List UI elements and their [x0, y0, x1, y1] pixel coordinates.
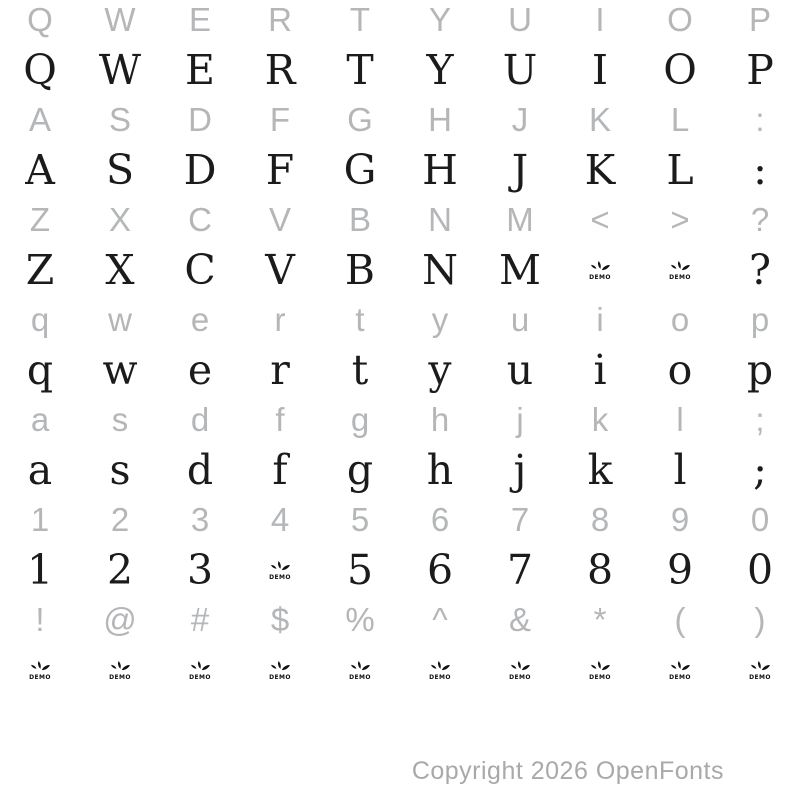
glyph-cell: H: [428, 101, 452, 138]
glyph-cell: 3: [186, 546, 214, 594]
glyph-cell: E: [185, 46, 215, 94]
glyph-cell: f: [275, 401, 285, 438]
glyph-cell: @: [103, 601, 137, 638]
demo-glyph: [640, 640, 720, 700]
glyph-cell: %: [345, 601, 375, 638]
glyph-pair-4: [0, 300, 800, 400]
demo-glyph: [160, 640, 240, 700]
glyph-row-black-7: [0, 640, 800, 700]
glyph-cell: C: [188, 201, 212, 238]
glyph-cell: W: [98, 46, 142, 94]
glyph-cell: q: [30, 301, 50, 338]
glyph-cell: Z: [25, 246, 55, 294]
glyph-cell: 2: [110, 501, 130, 538]
glyph-cell: J: [511, 101, 529, 138]
glyph-cell: P: [748, 1, 771, 38]
glyph-cell: s: [109, 446, 131, 494]
glyph-cell: ?: [749, 246, 771, 294]
demo-label: DEMO: [269, 674, 291, 681]
glyph-cell: 0: [750, 501, 770, 538]
glyph-row-gray-7: [0, 600, 800, 640]
glyph-cell: ;: [753, 446, 767, 494]
glyph-cell: A: [28, 101, 51, 138]
glyph-cell: P: [746, 46, 774, 94]
glyph-cell: F: [269, 101, 291, 138]
glyph-cell: k: [587, 446, 613, 494]
glyph-cell: T: [349, 1, 371, 38]
glyph-cell: S: [108, 101, 131, 138]
glyph-pair-3: [0, 200, 800, 300]
glyph-cell: I: [595, 1, 605, 38]
demo-glyph: [480, 640, 560, 700]
fleuron-leaves-icon: [589, 659, 611, 674]
glyph-cell: r: [270, 346, 290, 394]
glyph-cell: V: [265, 246, 295, 294]
glyph-cell: >: [670, 201, 690, 238]
glyph-cell: 5: [350, 501, 370, 538]
fleuron-leaves-icon: [29, 659, 51, 674]
glyph-cell: l: [673, 446, 687, 494]
demo-glyph: [320, 640, 400, 700]
glyph-pair-6: [0, 500, 800, 600]
glyph-cell: O: [663, 46, 697, 94]
demo-label: DEMO: [29, 674, 51, 681]
glyph-cell: ;: [755, 401, 765, 438]
glyph-cell: p: [750, 301, 770, 338]
glyph-cell: #: [190, 601, 210, 638]
glyph-cell: w: [102, 346, 138, 394]
glyph-cell: L: [670, 101, 690, 138]
glyph-cell: !: [35, 601, 45, 638]
glyph-cell: H: [422, 146, 458, 194]
glyph-cell: 8: [590, 501, 610, 538]
demo-label: DEMO: [749, 674, 771, 681]
glyph-row-black-5: [0, 440, 800, 500]
glyph-cell: R: [268, 1, 292, 38]
demo-label: DEMO: [589, 674, 611, 681]
fleuron-leaves-icon: [669, 659, 691, 674]
glyph-cell: N: [428, 201, 452, 238]
glyph-cell: <: [590, 201, 610, 238]
glyph-cell: q: [26, 346, 54, 394]
glyph-cell: U: [502, 46, 538, 94]
demo-glyph: [400, 640, 480, 700]
glyph-row-black-4: [0, 340, 800, 400]
glyph-cell: d: [190, 401, 210, 438]
fleuron-leaves-icon: [669, 259, 691, 274]
glyph-cell: R: [264, 46, 296, 94]
glyph-cell: a: [27, 446, 53, 494]
glyph-cell: D: [183, 146, 217, 194]
demo-label: DEMO: [269, 574, 291, 581]
glyph-cell: ?: [750, 201, 770, 238]
glyph-cell: 6: [426, 546, 454, 594]
glyph-cell: t: [351, 346, 369, 394]
glyph-cell: I: [591, 46, 609, 94]
glyph-cell: V: [268, 201, 291, 238]
fleuron-leaves-icon: [269, 659, 291, 674]
glyph-cell: y: [428, 346, 452, 394]
glyph-cell: :: [755, 101, 765, 138]
glyph-cell: Z: [29, 201, 51, 238]
glyph-cell: G: [347, 101, 373, 138]
glyph-cell: W: [104, 1, 136, 38]
demo-label: DEMO: [429, 674, 451, 681]
glyph-cell: Q: [27, 1, 53, 38]
glyph-cell: N: [422, 246, 458, 294]
glyph-cell: e: [187, 346, 213, 394]
glyph-cell: B: [344, 246, 376, 294]
demo-glyph: [0, 640, 80, 700]
glyph-cell: T: [346, 46, 374, 94]
glyph-row-black-6: [0, 540, 800, 600]
glyph-cell: 1: [30, 501, 50, 538]
glyph-cell: h: [430, 401, 450, 438]
glyph-cell: e: [190, 301, 210, 338]
demo-label: DEMO: [509, 674, 531, 681]
glyph-cell: :: [753, 146, 767, 194]
glyph-cell: D: [188, 101, 212, 138]
glyph-cell: ^: [432, 601, 448, 638]
glyph-cell: F: [265, 146, 295, 194]
fleuron-leaves-icon: [429, 659, 451, 674]
demo-label: DEMO: [189, 674, 211, 681]
glyph-cell: J: [511, 146, 529, 194]
glyph-cell: U: [508, 1, 532, 38]
glyph-cell: k: [591, 401, 609, 438]
demo-glyph: [560, 240, 640, 300]
demo-glyph: [80, 640, 160, 700]
glyph-cell: 3: [190, 501, 210, 538]
demo-glyph: [640, 240, 720, 300]
glyph-cell: j: [516, 401, 524, 438]
glyph-cell: 7: [506, 546, 534, 594]
glyph-cell: 4: [270, 501, 290, 538]
glyph-cell: p: [746, 346, 774, 394]
glyph-cell: $: [270, 601, 290, 638]
glyph-cell: o: [670, 301, 690, 338]
glyph-cell: 9: [670, 501, 690, 538]
glyph-cell: u: [506, 346, 534, 394]
glyph-cell: a: [30, 401, 50, 438]
glyph-cell: 6: [430, 501, 450, 538]
glyph-cell: 0: [746, 546, 774, 594]
demo-label: DEMO: [109, 674, 131, 681]
glyph-cell: 9: [666, 546, 694, 594]
glyph-row-black-1: [0, 40, 800, 100]
glyph-row-gray-6: [0, 500, 800, 540]
glyph-pair-5: [0, 400, 800, 500]
demo-glyph: [560, 640, 640, 700]
glyph-row-black-3: [0, 240, 800, 300]
fleuron-leaves-icon: [749, 659, 771, 674]
glyph-cell: 7: [510, 501, 530, 538]
glyph-row-gray-4: [0, 300, 800, 340]
glyph-cell: O: [667, 1, 693, 38]
demo-glyph: [720, 640, 800, 700]
glyph-pair-7: [0, 600, 800, 700]
copyright-text: Copyright 2026 OpenFonts: [411, 757, 724, 785]
glyph-row-gray-2: [0, 100, 800, 140]
glyph-cell: Y: [428, 1, 451, 38]
glyph-cell: G: [343, 146, 377, 194]
fleuron-leaves-icon: [189, 659, 211, 674]
glyph-cell: K: [584, 146, 616, 194]
glyph-cell: r: [274, 301, 286, 338]
demo-label: DEMO: [669, 674, 691, 681]
glyph-cell: j: [513, 446, 527, 494]
demo-label: DEMO: [589, 274, 611, 281]
glyph-cell: X: [105, 246, 135, 294]
glyph-cell: &: [508, 601, 531, 638]
fleuron-leaves-icon: [509, 659, 531, 674]
glyph-cell: 8: [586, 546, 614, 594]
glyph-cell: (: [674, 601, 686, 638]
glyph-cell: C: [184, 246, 216, 294]
glyph-cell: w: [108, 301, 132, 338]
glyph-pair-2: [0, 100, 800, 200]
glyph-pair-1: [0, 0, 800, 100]
glyph-cell: 5: [346, 546, 374, 594]
glyph-cell: i: [593, 346, 607, 394]
glyph-cell: Q: [23, 46, 57, 94]
glyph-cell: f: [272, 446, 288, 494]
glyph-cell: A: [25, 146, 55, 194]
glyph-cell: M: [499, 246, 541, 294]
glyph-cell: u: [510, 301, 530, 338]
demo-label: DEMO: [349, 674, 371, 681]
demo-label: DEMO: [669, 274, 691, 281]
glyph-cell: K: [588, 101, 611, 138]
glyph-cell: S: [105, 146, 135, 194]
glyph-row-gray-5: [0, 400, 800, 440]
glyph-cell: B: [348, 201, 371, 238]
glyph-cell: s: [111, 401, 129, 438]
glyph-cell: o: [667, 346, 693, 394]
demo-glyph: [240, 640, 320, 700]
fleuron-leaves-icon: [109, 659, 131, 674]
glyph-cell: i: [596, 301, 604, 338]
fleuron-leaves-icon: [349, 659, 371, 674]
glyph-row-gray-3: [0, 200, 800, 240]
glyph-cell: Y: [426, 46, 454, 94]
glyph-cell: 2: [106, 546, 134, 594]
glyph-cell: l: [676, 401, 684, 438]
glyph-cell: g: [350, 401, 370, 438]
glyph-cell: M: [506, 201, 534, 238]
glyph-row-gray-1: [0, 0, 800, 40]
glyph-row-black-2: [0, 140, 800, 200]
glyph-cell: X: [108, 201, 131, 238]
glyph-cell: L: [666, 146, 694, 194]
glyph-cell: *: [593, 601, 607, 638]
demo-glyph: [240, 540, 320, 600]
fleuron-leaves-icon: [269, 559, 291, 574]
glyph-cell: g: [346, 446, 374, 494]
glyph-cell: d: [186, 446, 214, 494]
glyph-cell: E: [188, 1, 211, 38]
glyph-cell: h: [426, 446, 454, 494]
glyph-cell: 1: [26, 546, 54, 594]
glyph-cell: ): [754, 601, 766, 638]
glyph-cell: t: [355, 301, 365, 338]
fleuron-leaves-icon: [589, 259, 611, 274]
glyph-cell: y: [431, 301, 449, 338]
